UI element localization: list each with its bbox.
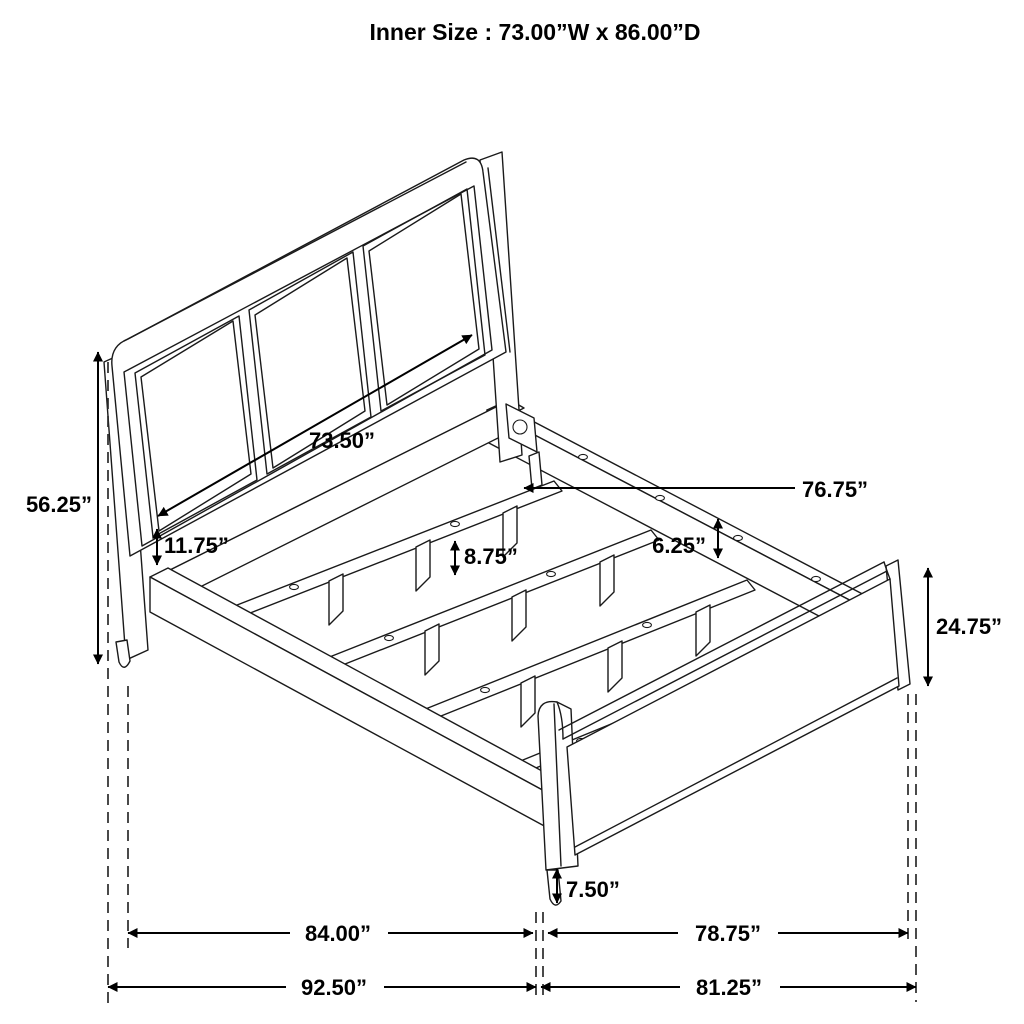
page-title: Inner Size : 73.00”W x 86.00”D xyxy=(369,19,701,45)
dim-headboard-height xyxy=(26,352,98,664)
dim-label-rail-height: 6.25” xyxy=(652,533,706,558)
dim-label-frame-span-foot: 78.75” xyxy=(694,921,762,946)
dim-support-leg-height xyxy=(455,541,518,575)
dim-label-overall-side: 92.50” xyxy=(300,975,368,1000)
dim-label-headboard-height: 56.25” xyxy=(25,492,92,517)
dim-frame-span-foot xyxy=(548,921,908,946)
dim-label-headboard-panel-width: 73.50” xyxy=(308,428,376,453)
dim-label-support-leg-height: 8.75” xyxy=(464,544,518,569)
dim-label-footboard-leg: 7.50” xyxy=(566,877,620,902)
dim-label-frame-span-side: 84.00” xyxy=(304,921,372,946)
dim-frame-span-side xyxy=(128,921,533,946)
dim-label-panel-to-rail: 11.75” xyxy=(164,533,229,558)
dim-label-overall-foot: 81.25” xyxy=(695,975,763,1000)
dim-footboard-height xyxy=(928,568,1002,686)
dim-label-footboard-height: 24.75” xyxy=(936,614,1003,639)
dim-overall-foot xyxy=(541,975,916,1000)
footboard xyxy=(538,560,910,905)
dim-footboard-leg xyxy=(557,869,620,903)
dim-overall-side xyxy=(108,975,536,1000)
front-side-rail xyxy=(150,568,566,828)
dim-label-rail-length: 76.75” xyxy=(802,477,869,502)
